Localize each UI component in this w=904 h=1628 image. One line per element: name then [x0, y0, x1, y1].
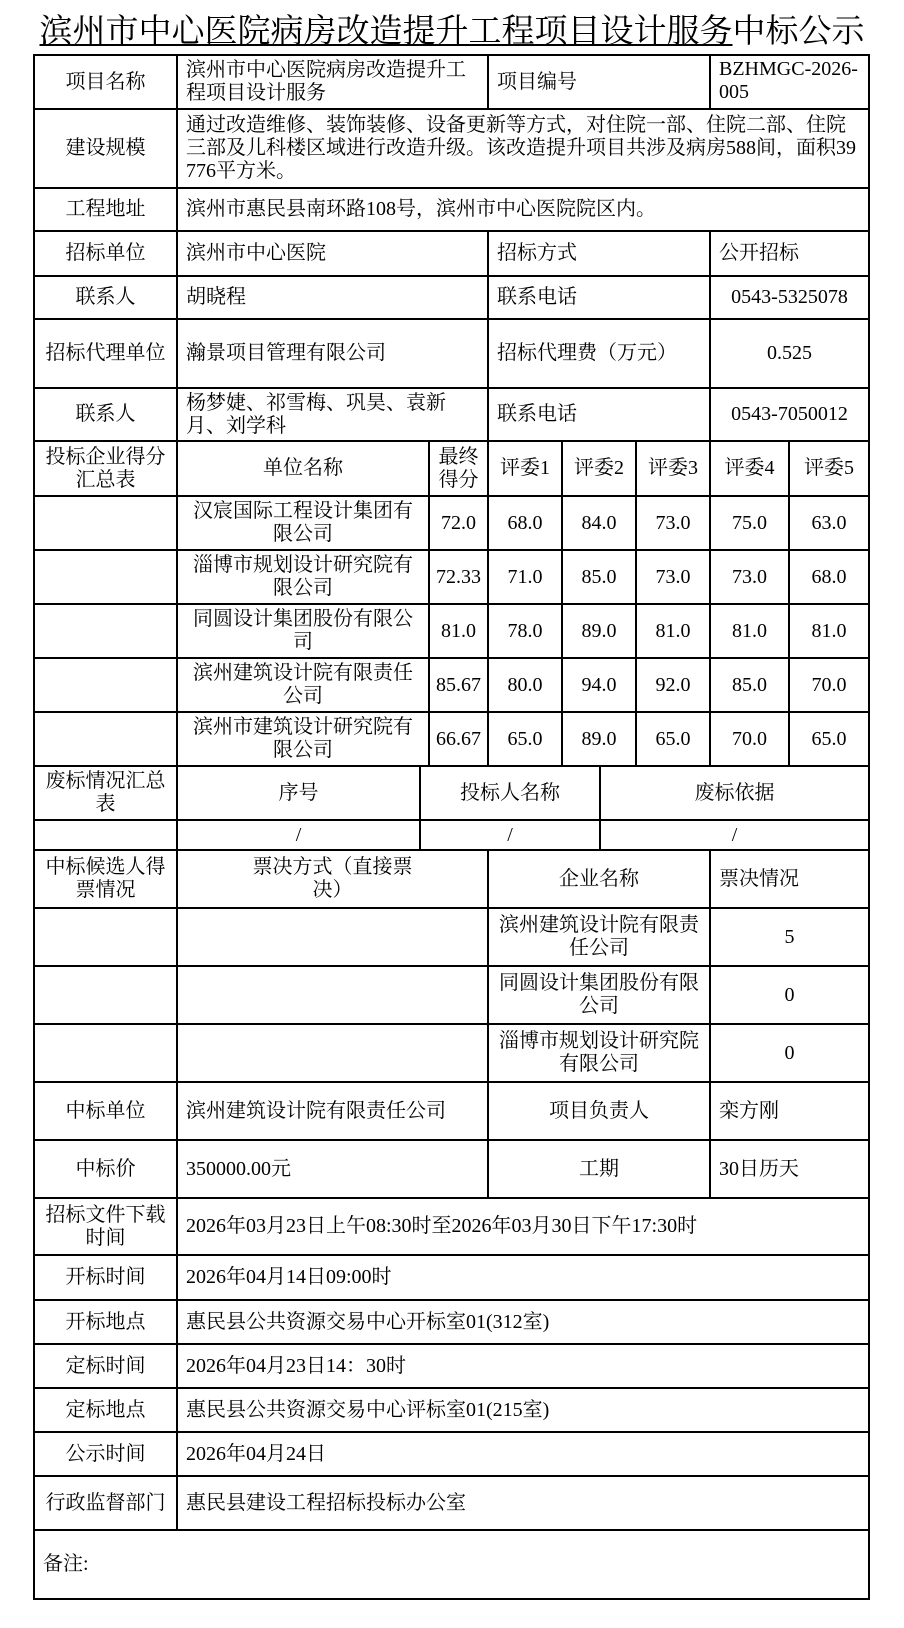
page-title: 滨州市中心医院病房改造提升工程项目设计服务中标公示: [39, 14, 865, 50]
candidate-name: 同圆设计集团股份有限公司: [488, 966, 710, 1024]
column-header: 评委1: [488, 441, 562, 496]
scale-row: [34, 109, 869, 188]
label: 中标价: [34, 1140, 177, 1198]
empty-cell: [34, 712, 177, 766]
label: 招标文件下载时间: [34, 1198, 177, 1255]
judge-score: 65.0: [488, 712, 562, 766]
empty-cell: [34, 820, 177, 850]
score-row: [34, 712, 869, 766]
score-row: [34, 496, 869, 550]
schedule-row: [34, 1300, 869, 1344]
score-header-row: [34, 441, 869, 496]
judge-score: 81.0: [710, 604, 789, 658]
empty-cell: [34, 658, 177, 712]
score-row: [34, 658, 869, 712]
schedule-value: 2026年04月23日14：30时: [177, 1344, 869, 1388]
winner: 滨州建筑设计院有限责任公司: [177, 1082, 488, 1140]
label: 建设规模: [34, 109, 177, 188]
column-header: 最终得分: [429, 441, 488, 496]
label: 工程地址: [34, 188, 177, 231]
company-name: 滨州市建筑设计研究院有限公司: [177, 712, 429, 766]
judge-score: 85.0: [562, 550, 636, 604]
judge-score: 73.0: [636, 496, 710, 550]
invalid-bidder: /: [420, 820, 600, 850]
company-name: 同圆设计集团股份有限公司: [177, 604, 429, 658]
agent-phone: 0543-7050012: [710, 388, 869, 441]
agent-contact-row: [34, 388, 869, 441]
label: 开标地点: [34, 1300, 177, 1344]
empty-cell: [34, 1024, 177, 1082]
label: 联系电话: [488, 276, 710, 319]
schedule-row: [34, 1255, 869, 1300]
label: 项目名称: [34, 55, 177, 109]
price-row: [34, 1140, 869, 1198]
judge-score: 65.0: [636, 712, 710, 766]
vote-header-row: [34, 850, 869, 908]
label: 联系人: [34, 388, 177, 441]
schedule-row: [34, 1432, 869, 1476]
vote-row: [34, 1024, 869, 1082]
vote-count: 0: [710, 966, 869, 1024]
duration: 30日历天: [710, 1140, 869, 1198]
vote-count: 0: [710, 1024, 869, 1082]
schedule-row: [34, 1344, 869, 1388]
agent-row: [34, 319, 869, 388]
candidate-name: 滨州建筑设计院有限责任公司: [488, 908, 710, 966]
label: 工期: [488, 1140, 710, 1198]
column-header: 票决情况: [710, 850, 869, 908]
announcement-table: [33, 54, 870, 1600]
company-name: 滨州建筑设计院有限责任公司: [177, 658, 429, 712]
empty-cell: [34, 604, 177, 658]
judge-score: 89.0: [562, 604, 636, 658]
judge-score: 73.0: [636, 550, 710, 604]
invalid-index: /: [177, 820, 420, 850]
final-score: 72.0: [429, 496, 488, 550]
agent: 瀚景项目管理有限公司: [177, 319, 488, 388]
judge-score: 73.0: [710, 550, 789, 604]
judge-score: 92.0: [636, 658, 710, 712]
project-scale: 通过改造维修、装饰装修、设备更新等方式，对住院一部、住院二部、住院三部及儿科楼区域进行改造升级。该改造提升项目共涉及病房588间，面积39776平方米。: [177, 109, 869, 188]
empty-cell: [177, 908, 488, 966]
label: 定标时间: [34, 1344, 177, 1388]
judge-score: 81.0: [636, 604, 710, 658]
score-row: [34, 604, 869, 658]
invalid-reason: /: [600, 820, 869, 850]
column-header: 废标依据: [600, 766, 869, 820]
vote-method: 票决方式（直接票决）: [177, 850, 488, 908]
project-code: BZHMGC-2026-005: [710, 55, 869, 109]
company-name: 淄博市规划设计研究院有限公司: [177, 550, 429, 604]
label: 招标代理单位: [34, 319, 177, 388]
contact-row: [34, 276, 869, 319]
column-header: 投标人名称: [420, 766, 600, 820]
judge-score: 89.0: [562, 712, 636, 766]
section-label: 投标企业得分汇总表: [34, 441, 177, 496]
tenderer: 滨州市中心医院: [177, 231, 488, 276]
schedule-row: [34, 1198, 869, 1255]
remark-row: [34, 1530, 869, 1599]
final-score: 85.67: [429, 658, 488, 712]
column-header: 序号: [177, 766, 420, 820]
schedule-value: 2026年03月23日上午08:30时至2026年03月30日下午17:30时: [177, 1198, 869, 1255]
judge-score: 70.0: [789, 658, 869, 712]
tenderer-row: [34, 231, 869, 276]
column-header: 评委4: [710, 441, 789, 496]
judge-score: 70.0: [710, 712, 789, 766]
label: 招标方式: [488, 231, 710, 276]
contact: 胡晓程: [177, 276, 488, 319]
column-header: 评委2: [562, 441, 636, 496]
phone: 0543-5325078: [710, 276, 869, 319]
empty-cell: [177, 966, 488, 1024]
section-label: 废标情况汇总表: [34, 766, 177, 820]
winner-row: [34, 1082, 869, 1140]
project-manager: 栾方刚: [710, 1082, 869, 1140]
label: 行政监督部门: [34, 1476, 177, 1530]
final-score: 72.33: [429, 550, 488, 604]
label: 项目负责人: [488, 1082, 710, 1140]
agent-contact: 杨梦婕、祁雪梅、巩昊、袁新月、刘学科: [177, 388, 488, 441]
judge-score: 63.0: [789, 496, 869, 550]
final-score: 66.67: [429, 712, 488, 766]
judge-score: 78.0: [488, 604, 562, 658]
judge-score: 81.0: [789, 604, 869, 658]
column-header: 评委5: [789, 441, 869, 496]
label: 联系人: [34, 276, 177, 319]
empty-cell: [34, 496, 177, 550]
judge-score: 68.0: [488, 496, 562, 550]
label: 公示时间: [34, 1432, 177, 1476]
schedule-value: 2026年04月14日09:00时: [177, 1255, 869, 1300]
final-score: 81.0: [429, 604, 488, 658]
project-name-row: [34, 55, 869, 109]
judge-score: 75.0: [710, 496, 789, 550]
judge-score: 85.0: [710, 658, 789, 712]
label: 开标时间: [34, 1255, 177, 1300]
judge-score: 65.0: [789, 712, 869, 766]
schedule-row: [34, 1388, 869, 1432]
judge-score: 84.0: [562, 496, 636, 550]
empty-cell: [177, 1024, 488, 1082]
column-header: 企业名称: [488, 850, 710, 908]
empty-cell: [34, 550, 177, 604]
invalid-header-row: [34, 766, 869, 820]
label: 定标地点: [34, 1388, 177, 1432]
judge-score: 71.0: [488, 550, 562, 604]
schedule-value: 惠民县公共资源交易中心开标室01(312室): [177, 1300, 869, 1344]
section-label: 中标候选人得票情况: [34, 850, 177, 908]
tender-method: 公开招标: [710, 231, 869, 276]
score-row: [34, 550, 869, 604]
judge-score: 68.0: [789, 550, 869, 604]
label: 中标单位: [34, 1082, 177, 1140]
judge-score: 94.0: [562, 658, 636, 712]
schedule-value: 2026年04月24日: [177, 1432, 869, 1476]
label: 联系电话: [488, 388, 710, 441]
vote-count: 5: [710, 908, 869, 966]
schedule-value: 惠民县建设工程招标投标办公室: [177, 1476, 869, 1530]
address-row: [34, 188, 869, 231]
invalid-row: [34, 820, 869, 850]
empty-cell: [34, 966, 177, 1024]
company-name: 汉宸国际工程设计集团有限公司: [177, 496, 429, 550]
label: 招标代理费（万元）: [488, 319, 710, 388]
column-header: 单位名称: [177, 441, 429, 496]
project-address: 滨州市惠民县南环路108号，滨州市中心医院院区内。: [177, 188, 869, 231]
vote-row: [34, 908, 869, 966]
schedule-value: 惠民县公共资源交易中心评标室01(215室): [177, 1388, 869, 1432]
candidate-name: 淄博市规划设计研究院有限公司: [488, 1024, 710, 1082]
empty-cell: [34, 908, 177, 966]
label: 项目编号: [488, 55, 710, 109]
vote-row: [34, 966, 869, 1024]
award-price: 350000.00元: [177, 1140, 488, 1198]
remark: 备注:: [34, 1530, 869, 1599]
project-name: 滨州市中心医院病房改造提升工程项目设计服务: [177, 55, 488, 109]
agent-fee: 0.525: [710, 319, 869, 388]
label: 招标单位: [34, 231, 177, 276]
judge-score: 80.0: [488, 658, 562, 712]
column-header: 评委3: [636, 441, 710, 496]
schedule-row: [34, 1476, 869, 1530]
